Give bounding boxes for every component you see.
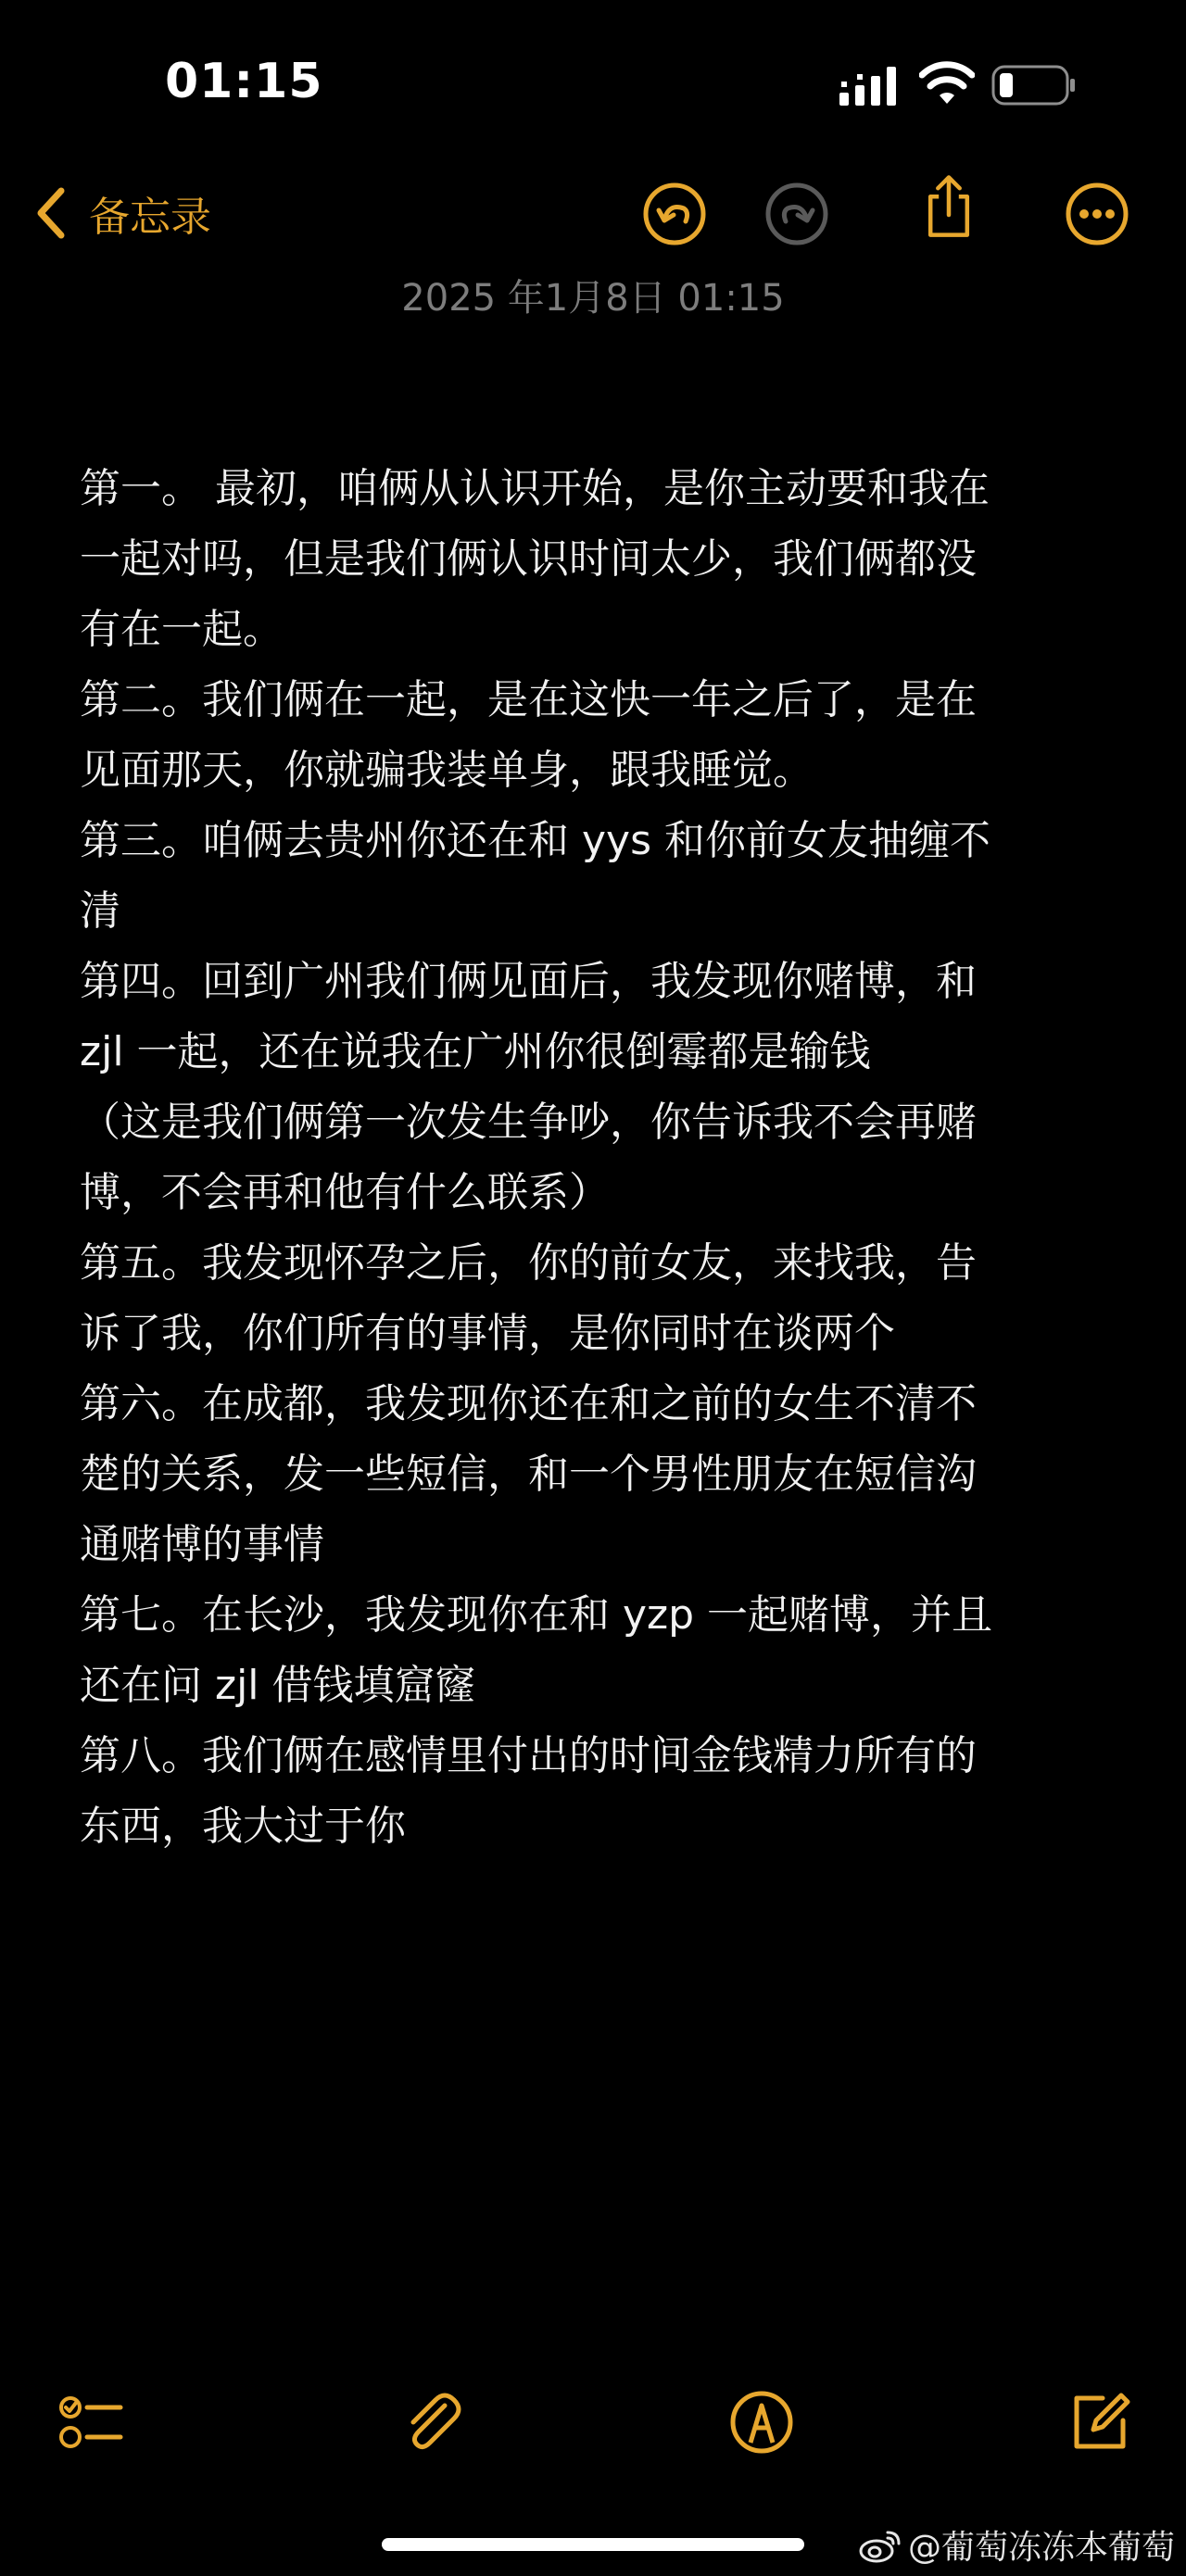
home-indicator[interactable] [382,2538,804,2551]
note-line: 见面那天，你就骗我装单身，跟我睡觉。 [80,747,814,794]
note-date: 2025 年1月8日 01:15 [401,277,785,320]
more-icon[interactable] [1064,181,1130,247]
note-line: （这是我们俩第一次发生争吵，你告诉我不会再赌 [80,1099,977,1146]
redo-icon[interactable] [763,181,830,247]
chevron-left-icon [33,185,67,241]
note-line: 第四。回到广州我们俩见面后，我发现你赌博，和 [80,958,977,1005]
note-line: 第二。我们俩在一起，是在这快一年之后了，是在 [80,676,977,723]
note-line: 清 [80,887,120,935]
watermark-text: @葡萄冻冻本葡萄 [907,2529,1175,2567]
note-line: 楚的关系，发一些短信，和一个男性朋友在短信沟 [80,1451,977,1498]
back-button[interactable] [33,171,211,255]
wifi-icon [919,61,975,106]
note-line: 第八。我们俩在感情里付出的时间金钱精力所有的 [80,1732,977,1779]
note-line: zjl 一起，还在说我在广州你很倒霉都是输钱 [80,1028,871,1075]
compose-icon[interactable] [1066,2389,1132,2456]
note-line: 有在一起。 [80,606,284,653]
status-bar [0,0,1186,176]
back-label: 备忘录 [89,194,211,241]
markup-pen-icon[interactable] [728,2389,795,2456]
note-line: 还在问 zjl 借钱填窟窿 [80,1662,476,1709]
bottom-toolbar [0,2376,1186,2469]
note-line: 博，不会再和他有什么联系） [80,1169,610,1216]
paperclip-icon[interactable] [398,2389,465,2456]
note-line: 第七。在长沙，我发现你在和 yzp 一起赌博，并且 [80,1591,993,1639]
note-line: 通赌博的事情 [80,1521,324,1568]
status-time: 01:15 [165,54,323,109]
note-line: 第一。 最初，咱俩从认识开始，是你主动要和我在 [80,465,990,512]
cellular-signal-icon [839,67,899,106]
note-line: 东西，我大过于你 [80,1803,406,1850]
note-line: 第三。咱俩去贵州你还在和 yys 和你前女友抽缠不 [80,817,990,864]
note-line: 一起对吗，但是我们俩认识时间太少，我们俩都没 [80,535,977,583]
checklist-icon[interactable] [57,2389,124,2456]
note-text-area[interactable] [80,454,1108,1862]
undo-icon[interactable] [641,181,708,247]
note-line: 第五。我发现怀孕之后，你的前女友，来找我，告 [80,1239,977,1287]
watermark [858,2521,1175,2569]
battery-icon [991,65,1077,106]
note-line: 第六。在成都，我发现你还在和之前的女生不清不 [80,1380,977,1427]
weibo-logo-icon [858,2527,902,2564]
note-line: 诉了我，你们所有的事情，是你同时在谈两个 [80,1310,895,1357]
note-navigation-bar [0,171,1186,255]
share-icon[interactable] [915,173,982,240]
